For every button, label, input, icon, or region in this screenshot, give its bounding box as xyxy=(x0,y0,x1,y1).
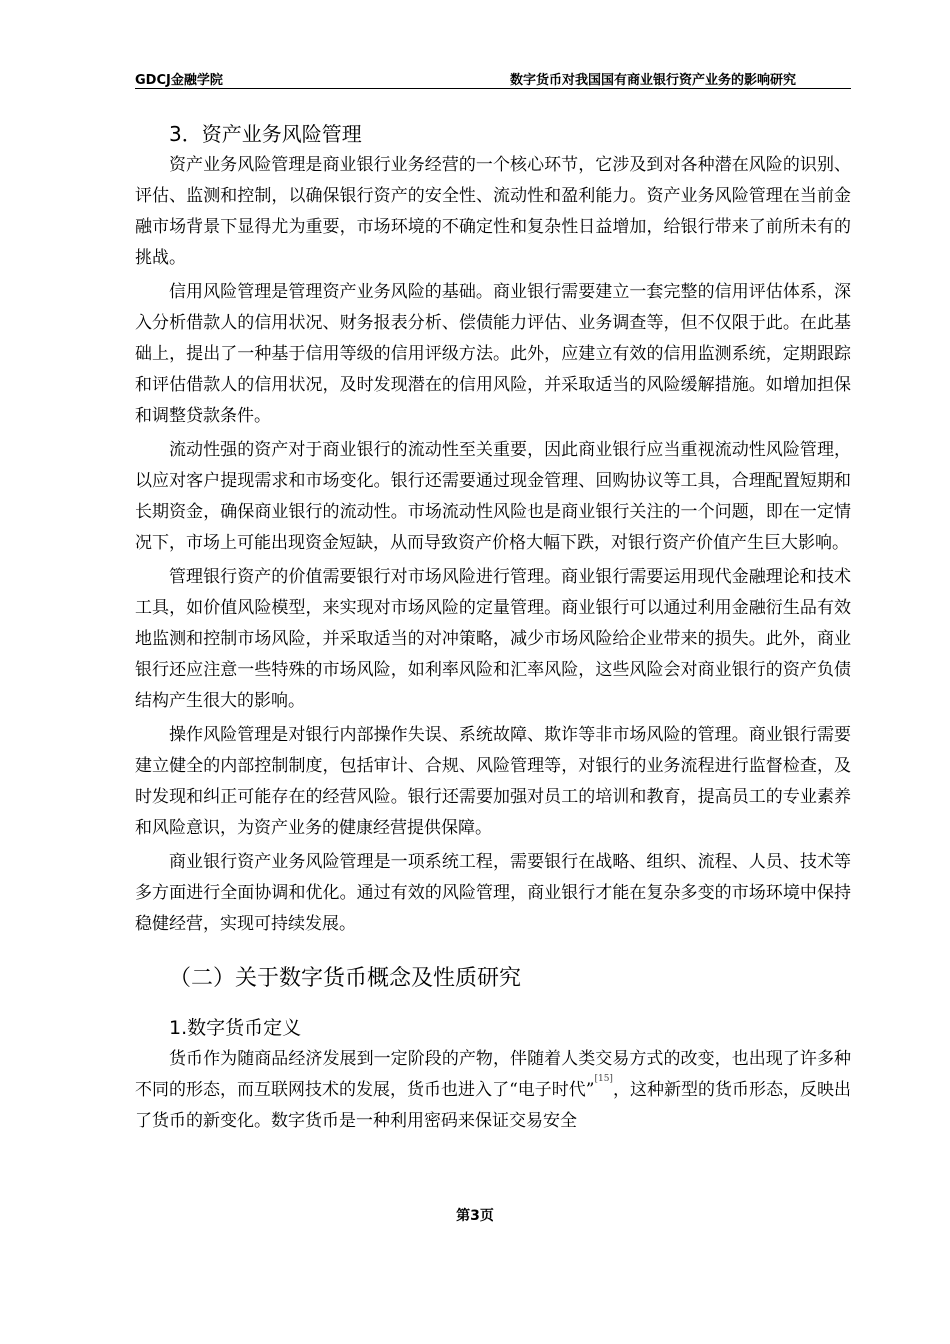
paragraph-text-after-citation: ，这种新型的货币形态，反映出了货币的新变化。数字货币是一种利用密码来保证交易安全 xyxy=(135,1080,851,1131)
paragraph-with-citation xyxy=(135,1044,851,1137)
paragraph: 操作风险管理是对银行内部操作失误、系统故障、欺诈等非市场风险的管理。商业银行需要建立健全的内部控制制度，包括审计、合规、风险管理等，对银行的业务流程进行监督检查，及时发现和纠正可能存在的经营风险。银行还需要加强对员工的培训和教育，提高员工的专业素养和风险意识，为资产业务的健康经营提供保障。 xyxy=(135,725,851,838)
section-two-heading: （二）关于数字货币概念及性质研究 xyxy=(169,966,522,991)
page-number: 第3页 xyxy=(456,1208,494,1224)
header-thesis-title: 数字货币对我国国有商业银行资产业务的影响研究 xyxy=(509,73,796,88)
subsection-1-heading: 1.数字货币定义 xyxy=(169,1017,302,1039)
paragraph: 商业银行资产业务风险管理是一项系统工程，需要银行在战略、组织、流程、人员、技术等多方面进行全面协调和优化。通过有效的风险管理，商业银行才能在复杂多变的市场环境中保持稳健经营，实现可持续发展。 xyxy=(135,852,851,934)
paragraph: 信用风险管理是管理资产业务风险的基础。商业银行需要建立一套完整的信用评估体系，深入分析借款人的信用状况、财务报表分析、偿债能力评估、业务调查等，但不仅限于此。在此基础上，提出了一种基于信用等级的信用评级方法。此外，应建立有效的信用监测系统，定期跟踪和评估借款人的信用状况，及时发现潜在的信用风险，并采取适当的风险缓解措施。如增加担保和调整贷款条件。 xyxy=(135,282,851,426)
header-institution: GDCJ金融学院 xyxy=(135,73,223,88)
paragraph: 管理银行资产的价值需要银行对市场风险进行管理。商业银行需要运用现代金融理论和技术工具，如价值风险模型，来实现对市场风险的定量管理。商业银行可以通过利用金融衍生品有效地监测和控制市场风险，并采取适当的对冲策略，减少市场风险给企业带来的损失。此外，商业银行还应注意一些特殊的市场风险，如利率风险和汇率风险，这些风险会对商业银行的资产负债结构产生很大的影响。 xyxy=(135,567,851,711)
page-header xyxy=(135,66,851,89)
page-body xyxy=(135,112,851,1137)
paragraph-text-before-citation: 货币作为随商品经济发展到一定阶段的产物，伴随着人类交易方式的改变，也出现了许多种不同的形态，而互联网技术的发展，货币也进入了“电子时代” xyxy=(135,1049,851,1100)
paragraph: 流动性强的资产对于商业银行的流动性至关重要，因此商业银行应当重视流动性风险管理，以应对客户提现需求和市场变化。银行还需要通过现金管理、回购协议等工具，合理配置短期和长期资金，确保商业银行的流动性。市场流动性风险也是商业银行关注的一个问题，即在一定情况下，市场上可能出现资金短缺，从而导致资产价格大幅下跌，对银行资产价值产生巨大影响。 xyxy=(135,440,851,553)
section-3-heading: 3．资产业务风险管理 xyxy=(169,122,362,146)
paragraph: 资产业务风险管理是商业银行业务经营的一个核心环节，它涉及到对各种潜在风险的识别、评估、监测和控制，以确保银行资产的安全性、流动性和盈利能力。资产业务风险管理在当前金融市场背景下显得尤为重要，市场环境的不确定性和复杂性日益增加，给银行带来了前所未有的挑战。 xyxy=(135,155,851,268)
citation-link[interactable]: [15] xyxy=(594,1074,613,1084)
